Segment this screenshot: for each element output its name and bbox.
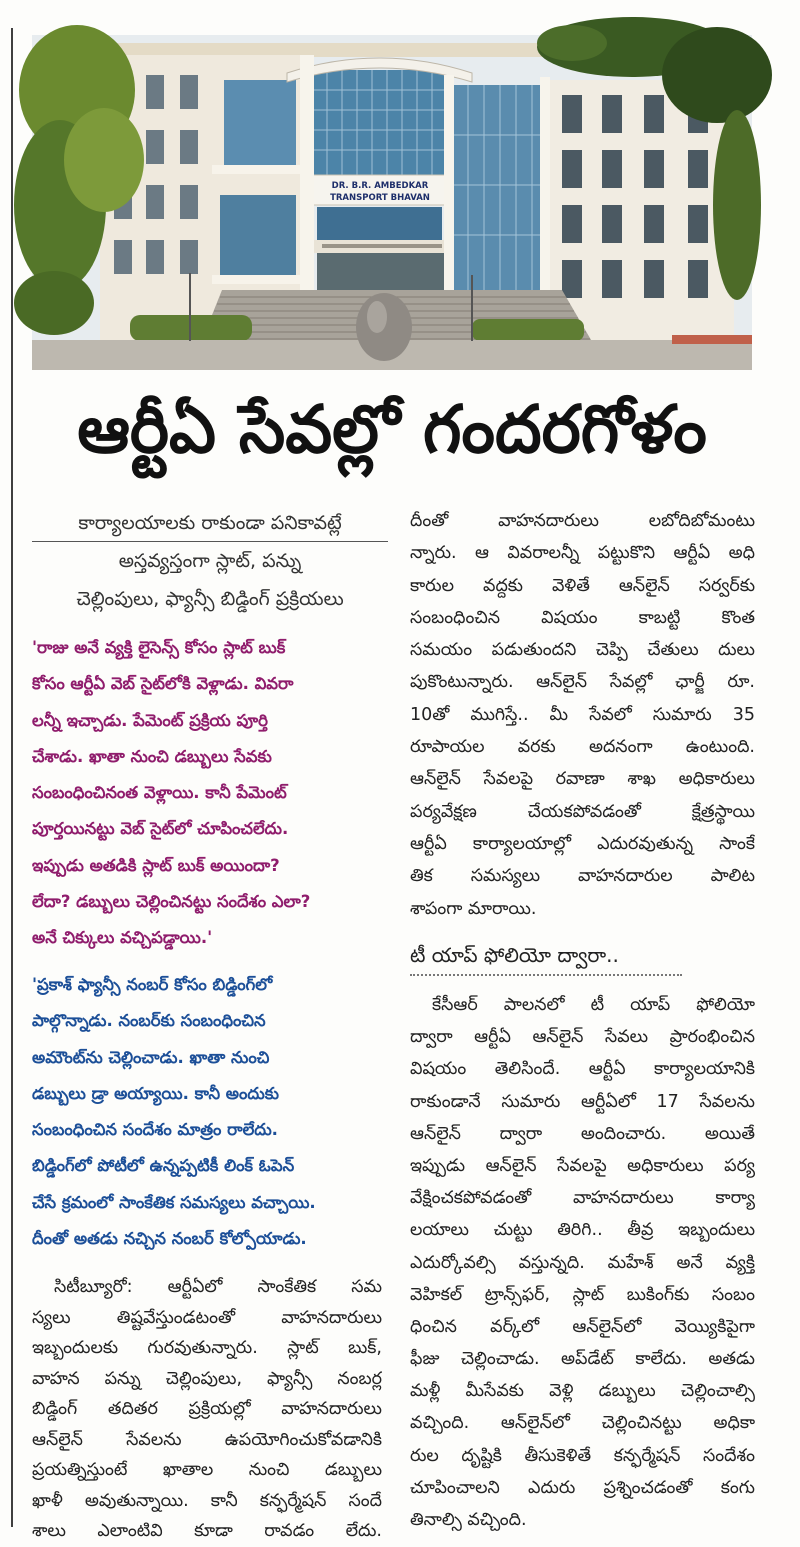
body-line: 10తో ముగిస్తే.. మీ సేవలో సుమారు 35: [410, 704, 755, 725]
quote-line: దీంతో అతడు నచ్చిన నంబర్ కోల్పోయాడు.: [32, 1228, 307, 1248]
subheading-line: కార్యాలయాలకు రాకుండా పనికావట్లే: [78, 512, 342, 534]
body-line: బిడ్డింగ్ తదితర ప్రక్రియల్లో వాహనదారులు: [32, 1399, 382, 1419]
body-line: ఇబ్బందులకు గురవుతున్నారు. స్లాట్ బుక్,: [32, 1338, 382, 1358]
quote-line: అనే చిక్కులు వచ్చిపడ్డాయి.': [32, 928, 213, 947]
quote-line: పూర్తయినట్టు వెబ్ సైట్‌లో చూపించలేదు.: [32, 819, 289, 839]
body-line: రుల దృష్టికి తీసుకెళితే కన్ఫర్మేషన్ సందేశం: [410, 1445, 755, 1466]
body-line: పుకొంటున్నారు. ఆన్‌లైన్ సేవల్లో ఛార్జీ రూ.: [410, 672, 755, 693]
body-line: దీంతో వాహనదారులు లబోదిబోమంటు: [410, 511, 755, 531]
quote-prakash: [32, 967, 377, 1257]
quote-line: సంబంధించినంత వెళ్లాయి. కానీ పేమెంట్: [32, 783, 287, 802]
quote-line: లేదా? డబ్బులు చెల్లించినట్టు సందేశం ఎలా?: [32, 891, 311, 911]
quote-line: ఇప్పుడు అతడికి స్లాట్ బుక్ అయిందా?: [32, 855, 280, 875]
quote-line: అమౌంట్‌ను చెల్లించాడు. ఖాతా నుంచి: [32, 1047, 270, 1067]
body-line: ఎదుర్కోవల్సి వస్తున్నది. మహేశ్ అనే వ్యక్తి: [410, 1252, 755, 1273]
body-line: కేసీఆర్ పాలనలో టీ యాప్ ఫోలియో: [432, 995, 755, 1015]
body-line: న్నారు. ఆ వివరాలన్నీ పట్టుకొని ఆర్టీఏ అధి: [410, 543, 755, 564]
body-line: వాహన పన్ను చెల్లింపులు, ఫ్యాన్సీ నంబర్ల: [32, 1368, 382, 1389]
quote-line: సంబంధించిన సందేశం మాత్రం రాలేదు.: [32, 1120, 278, 1139]
body-line: సంబంధించిన విషయం కాబట్టి కొంత: [410, 607, 755, 628]
body-line: పర్యవేక్షణ చేయకపోవడంతో క్షేత్రస్థాయి: [410, 801, 755, 822]
body-text-right-2: [410, 989, 755, 1530]
body-line: ద్వారా ఆర్టీఏ ఆన్‌లైన్ సేవలు ప్రారంభించిన: [410, 1027, 755, 1048]
body-line: వేక్షించకపోవడంతో వాహనదారులు కార్యా: [410, 1188, 755, 1209]
building-sign: [310, 175, 450, 205]
body-text-left: [32, 1272, 382, 1541]
body-line: ప్రయత్నిస్తుంటే ఖాతాల నుంచి డబ్బులు: [32, 1460, 382, 1480]
quote-line: బిడ్డింగ్‌లో పోటీలో ఉన్నప్పటికీ లింక్ ఓపెన్: [32, 1156, 295, 1176]
body-line: ఫీజు చెల్లించాడు. అప్‌డేట్ కాలేదు. అతడు: [410, 1349, 755, 1370]
subheading: [32, 504, 388, 618]
sign-line-1: DR. B.R. AMBEDKAR: [331, 181, 429, 191]
body-line: తిక సమస్యలు వాహనదారుల పాలిట: [410, 866, 755, 887]
body-line: ధించిన వర్క్‌లో ఆన్‌లైన్‌లో వెయ్యికిపైగా: [410, 1316, 755, 1337]
transport-bhavan-building-photo: [32, 35, 752, 370]
body-line: కారుల వద్దకు వెళితే ఆన్‌లైన్ సర్వర్‌కు: [410, 575, 755, 596]
body-line: ఖాళీ అవుతున్నాయి. కానీ కన్ఫర్మేషన్ సందే: [32, 1490, 382, 1511]
article-photo: [32, 35, 752, 370]
body-line: ఆన్‌లైన్ సేవలపై రవాణా శాఖ అధికారులు: [410, 769, 755, 790]
body-line: మళ్లీ మీసేవకు వెళ్లి డబ్బులు చెల్లించాల్సి: [410, 1381, 755, 1402]
body-line: లయాలు చుట్టు తిరిగి.. తీవ్ర ఇబ్బందులు: [410, 1220, 755, 1241]
body-line: శాలు ఎలాంటివి కూడా రావడం లేదు.: [32, 1521, 382, 1541]
red-barrier: [672, 335, 752, 344]
sign-line-2: TRANSPORT BHAVAN: [330, 193, 430, 203]
quote-line: లన్నీ ఇచ్చాడు. పేమెంట్ ప్రక్రియ పూర్తి: [32, 710, 268, 730]
quote-line: చేసే క్రమంలో సాంకేతిక సమస్యలు వచ్చాయి.: [32, 1192, 316, 1212]
quote-line: పాల్గొన్నాడు. నంబర్‌కు సంబంధించిన: [32, 1011, 266, 1031]
body-line: విషయం తెలిసిందే. ఆర్టీఏ కార్యాలయానికి: [410, 1059, 755, 1080]
body-line: వచ్చింది. ఆన్‌లైన్‌లో చెల్లించినట్టు అధికా: [410, 1413, 755, 1434]
body-line: చూపించాలని ఎదురు ప్రశ్నించడంతో కంగు: [410, 1477, 755, 1498]
body-line: ఆర్టీఏ కార్యాలయాల్లో ఎదురవుతున్న సాంకే: [410, 833, 755, 854]
body-line: ఆన్‌లైన్ సేవలను ఉపయోగించుకోవడానికి: [32, 1429, 382, 1450]
left-border-rule: [11, 28, 13, 1527]
quote-line: కోసం ఆర్టీఏ వెబ్ సైట్‌లోకి వెళ్లాడు. వివరా: [32, 674, 294, 694]
quote-line: 'ప్రకాశ్ ఫ్యాన్సీ నంబర్ కోసం బిడ్డింగ్‌లో: [32, 975, 273, 994]
body-line: తినాల్సి వచ్చింది.: [410, 1510, 527, 1530]
subheading-rule: [32, 541, 388, 542]
headline: ఆర్టీఏ సేవల్లో గందరగోళం: [77, 391, 707, 468]
subheading-line: చెల్లింపులు, ఫ్యాన్సీ బిడ్డింగ్ ప్రక్రియలు: [76, 588, 344, 610]
body-line: శాపంగా మారాయి.: [410, 898, 537, 919]
right-glass-section: [452, 85, 544, 290]
subheading-line: అస్తవ్యస్తంగా స్లాట్, పన్ను: [118, 550, 302, 572]
quote-line: 'రాజు అనే వ్యక్తి లైసెన్స్ కోసం స్లాట్ బుక్: [32, 638, 286, 657]
body-line: రాకుండానే సుమారు ఆర్టీఏలో 17 సేవలను: [410, 1091, 755, 1112]
body-line: ఇప్పుడు ఆన్‌లైన్ సేవలపై అధికారులు పర్య: [410, 1155, 755, 1176]
quote-line: డబ్బులు డ్రా అయ్యాయి. కానీ అందుకు: [32, 1083, 280, 1103]
body-text-right: [410, 505, 755, 925]
quote-line: చేశాడు. ఖాతా నుంచి డబ్బులు సేవకు: [32, 746, 272, 766]
body-line: రూపాయల వరకు అదనంగా ఉంటుంది.: [410, 737, 755, 758]
body-line: ఆన్‌లైన్ ద్వారా అందించారు. అయితే: [410, 1123, 755, 1144]
body-line: స్యలు తిష్టవేస్తుండటంతో వాహనదారులు: [32, 1307, 382, 1328]
body-line: సిటీబ్యూరో: ఆర్టీఏలో సాంకేతిక సమ: [54, 1277, 382, 1297]
body-line: వెహికల్ ట్రాన్స్‌ఫర్, స్లాట్ బుకింగ్‌కు సంబం: [410, 1284, 755, 1305]
right-hedge: [472, 319, 584, 341]
quote-raju: [32, 630, 377, 956]
central-glass-tower: [312, 70, 447, 180]
section-heading: టీ యాప్ ఫోలియో ద్వారా..: [410, 938, 682, 976]
body-line: సమయం పడుతుందని చెప్పి చేతులు దులు: [410, 640, 755, 661]
